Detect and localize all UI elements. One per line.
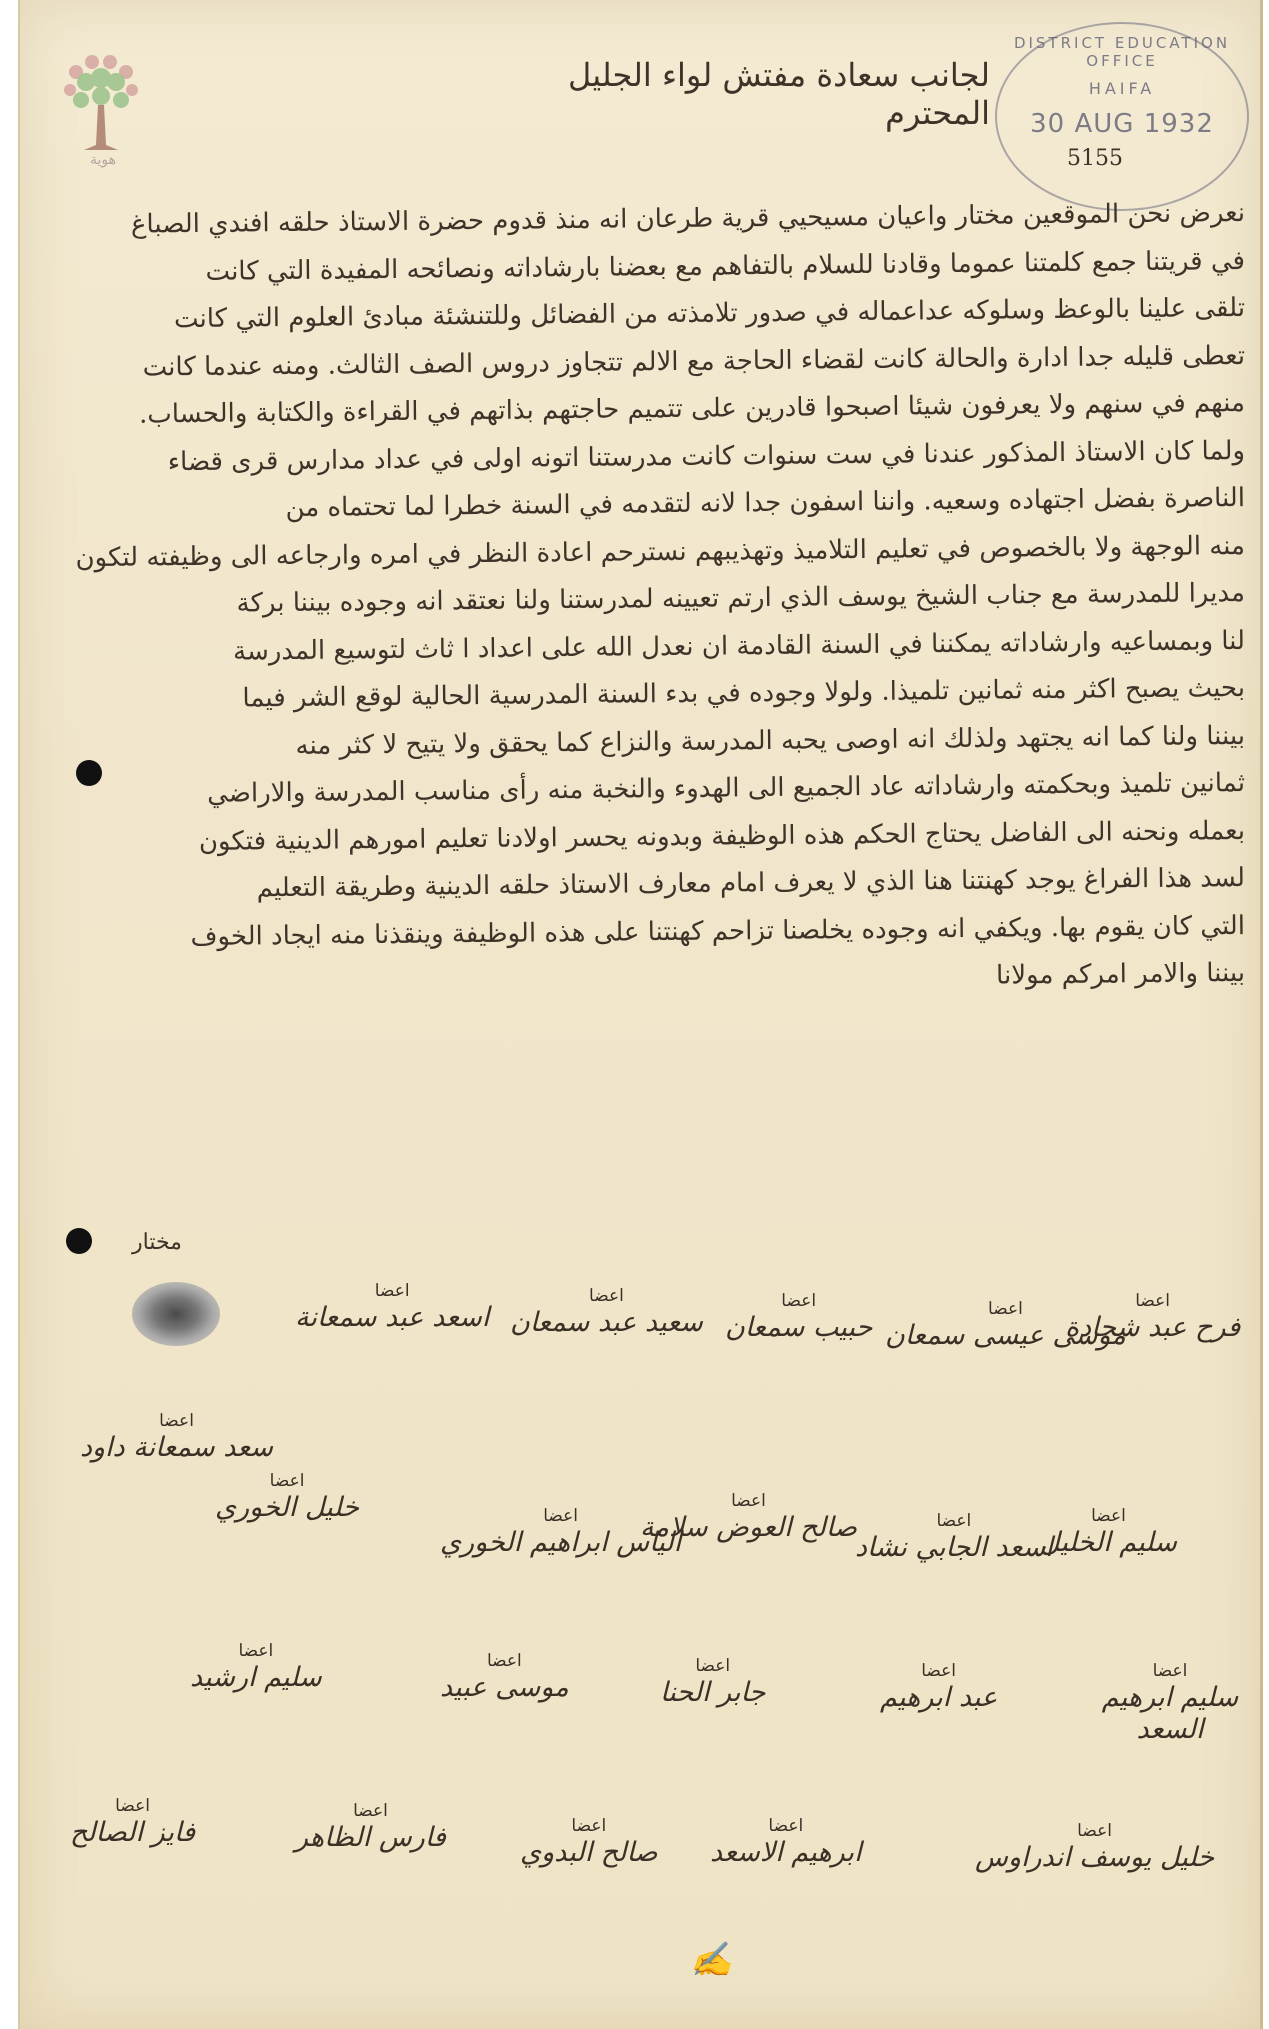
signature-role: اعضا <box>1135 1291 1171 1311</box>
signature-role: اعضا <box>269 1471 305 1491</box>
letter-line: التي كان يقوم بها. ويكفي انه وجوده يخلصنا تزاحم كهنتنا على هذه الوظيفة وينقذنا منه ايجاد الخوف <box>190 910 1246 952</box>
signature-role: اعضا <box>1077 1821 1112 1841</box>
signature <box>880 1660 997 1714</box>
signature-role: اعضا <box>115 1796 150 1816</box>
signature-role: اعضا <box>1152 1661 1188 1681</box>
letter-line: تلقى علينا بالوعظ وسلوكه عداعماله في صدور تلامذته من الفضائل وللتنشئة مبادئ العلوم التي كانت <box>173 293 1246 335</box>
letter-line: في قريتنا جمع كلمتنا عموما وقادنا للسلام بالتفاهم مع بعضنا بارشاداته ونصائحه المفيدة التي كانت <box>205 245 1246 287</box>
signature-name: سليم ارشيد <box>190 1662 322 1693</box>
letter-line: منهم في سنهم ولا يعرفون شيئا اصبحوا قادرين على تتميم حاجتهم بذاتهم في القراءة والكتابة والحساب. <box>138 388 1246 430</box>
signature-name: اسعد عبد سمعانة <box>295 1302 490 1333</box>
letter-line: ثمانين تلميذ وبحكمته وارشاداته عاد الجميع الى الهدوء والنخبة منه رأى مناسب المدرسة والاراضي <box>207 768 1246 809</box>
signature-role: اعضا <box>1091 1506 1126 1526</box>
signature <box>975 1820 1214 1874</box>
signature-role: اعضا <box>731 1491 766 1511</box>
mukhtar-label: مختار <box>132 1230 182 1255</box>
signature-role: اعضا <box>781 1291 817 1311</box>
letter-line: بيننا والامر امركم مولانا <box>995 958 1246 991</box>
letter-line: بعمله ونحنه الى الفاضل يحتاج الحكم هذه الوظيفة وبدونه يحسر اولادنا تعليم امورهم الدينية فتكون <box>198 815 1246 857</box>
signature-name: عبد ابرهيم <box>880 1682 998 1713</box>
signature-role: اعضا <box>374 1281 410 1301</box>
letter-line: نعرض نحن الموقعين مختار واعيان مسيحيي قرية طرعان انه منذ قدوم حضرة الاستاذ حلقه افندي الصباغ <box>130 198 1246 240</box>
signature <box>520 1815 658 1869</box>
letter-line: لسد هذا الفراغ يوجد كهنتنا هنا الذي لا يعرف امام معارف الاستاذ حلقه الدينية وطريقة التعليم <box>256 863 1246 904</box>
signature-name: خليل الخوري <box>215 1492 360 1523</box>
signature-name: فارس الظاهر <box>295 1822 446 1853</box>
signature <box>440 1650 569 1704</box>
stamp-office-name: DISTRICT EDUCATION OFFICE <box>1013 34 1231 70</box>
punch-hole <box>76 760 102 786</box>
signature-name: فايز الصالح <box>70 1817 196 1848</box>
letter-line: منه الوجهة ولا بالخصوص في تعليم التلاميذ وتهذيبهم نسترحم اعادة النظر في امره وارجاعه الى وظيفته لتكون <box>75 530 1246 573</box>
signature-name: سعد سمعانة داود <box>80 1432 274 1463</box>
punch-hole <box>66 1228 92 1254</box>
letter-line: الناصرة بفضل اجتهاده وسعيه. واننا اسفون جدا لانه لتقدمه في السنة خطرا لما تحتماه من <box>285 483 1246 524</box>
signature-role: اعضا <box>695 1656 731 1676</box>
document-page <box>18 0 1263 2029</box>
office-stamp <box>995 22 1249 211</box>
signature <box>725 1290 872 1344</box>
signature-role: اعضا <box>486 1651 522 1671</box>
signature-name: سعيد عبد سمعان <box>510 1307 703 1338</box>
signature-role: اعضا <box>936 1511 972 1531</box>
stamp-reference-number: 5155 <box>1067 146 1123 171</box>
signature-role: اعضا <box>988 1299 1023 1319</box>
letter-body <box>60 190 1245 998</box>
signature-role: اعضا <box>353 1801 388 1821</box>
signature-name: صالح البدوي <box>520 1837 658 1868</box>
signature-name: حبيب سمعان <box>725 1312 873 1343</box>
signature-role: اعضا <box>921 1661 957 1681</box>
signature-name: جابر الحنا <box>660 1677 766 1708</box>
signature <box>295 1800 446 1854</box>
signature <box>855 1510 1053 1564</box>
signature-role: اعضا <box>159 1411 194 1431</box>
signature <box>440 1505 681 1559</box>
signature <box>1080 1660 1260 1746</box>
signature <box>190 1640 322 1694</box>
signature-role: اعضا <box>543 1506 579 1526</box>
letter-line: تعطى قليله جدا ادارة والحالة كانت لقضاء الحاجة مع الالم تتجاوز دروس الصف الثالث. ومنه عندما كانت <box>142 340 1246 383</box>
signature <box>710 1815 862 1869</box>
signature-name: فرح عبد شحادة <box>1065 1312 1241 1343</box>
signature-name: اسعد الجابي نشاد <box>855 1532 1053 1563</box>
stamp-city: HAIFA <box>1088 79 1156 98</box>
signature <box>510 1285 703 1339</box>
signature-name: سليم الخليل <box>1040 1527 1177 1558</box>
signature-name: ابرهيم الاسعد <box>710 1837 862 1868</box>
letter-line: مديرا للمدرسة مع جناب الشيخ يوسف الذي ارتم تعيينه لمدرستنا ولنا نعتقد انه وجوده بيننا بركة <box>236 578 1246 619</box>
signature-name: صالح العوض سلامة <box>640 1512 857 1543</box>
signature-name: موسى عبيد <box>440 1672 569 1703</box>
signature-role: اعضا <box>571 1816 607 1836</box>
letter-line: بحيث يصبح اكثر منه ثمانين تلميذا. ولولا وجوده في بدء السنة المدرسية الحالية لوقع الشر فيما <box>242 673 1246 714</box>
signature <box>295 1280 489 1334</box>
signature <box>885 1298 1126 1352</box>
signature-name: سليم ابرهيم السعد <box>1101 1682 1239 1745</box>
signature-name: خليل يوسف اندراوس <box>975 1842 1215 1873</box>
letter-line: ولما كان الاستاذ المذكور عندنا في ست سنوات كانت مدرستنا اتونه اولى في عداد مدارس قرى قضاء <box>167 435 1246 477</box>
logo-caption: هوية <box>89 152 117 168</box>
signature <box>70 1795 195 1849</box>
signature-role: اعضا <box>768 1816 804 1836</box>
letter-line: لنا وبمساعيه وارشاداته يمكننا في السنة القادمة ان نعدل الله على اعداد ا ثاث لتوسيع المدرسة <box>232 625 1246 667</box>
letter-line: بيننا ولنا كما انه يجتهد ولذلك انه اوصى يحبه المدرسة والنزاع كما يحقق ولا يتيح لا كثر منه <box>295 720 1246 761</box>
signature <box>660 1655 765 1709</box>
initials-scribble: ✍ <box>690 1940 733 1980</box>
signature <box>80 1410 273 1464</box>
stamp-date: 30 AUG 1932 <box>1030 109 1214 139</box>
signature <box>1040 1505 1177 1559</box>
signature-name: الياس ابراهيم الخوري <box>440 1527 682 1558</box>
signature-name: موسى عيسى سمعان <box>885 1320 1126 1351</box>
signature <box>215 1470 359 1524</box>
signature-role: اعضا <box>238 1641 274 1661</box>
signature-role: اعضا <box>589 1286 624 1306</box>
mukhtar-seal <box>132 1282 220 1346</box>
letter-salutation: لجانب سعادة مفتش لواء الجليل المحترم <box>568 56 990 132</box>
